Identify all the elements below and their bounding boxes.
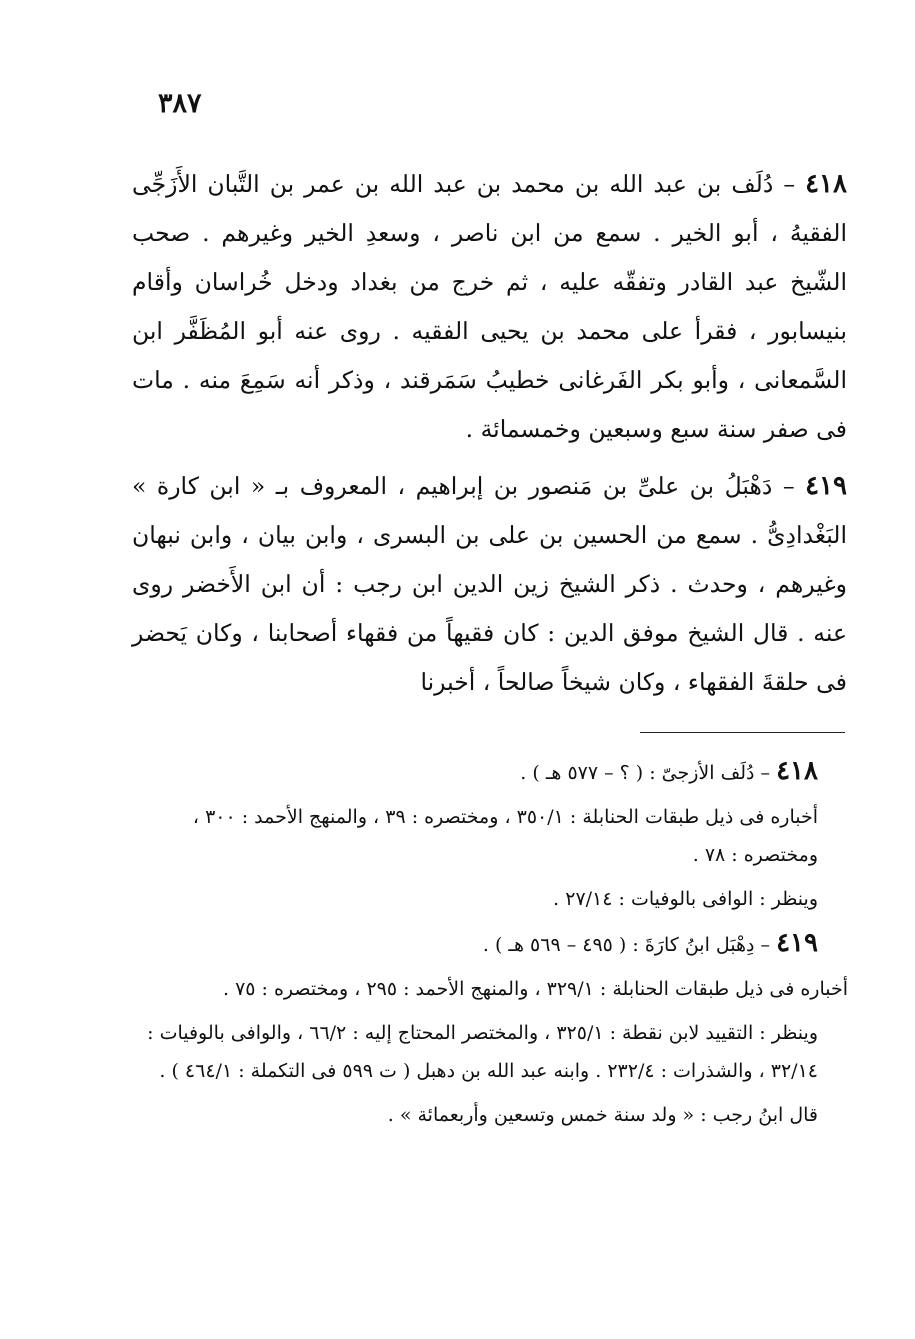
footnote-text: وينظر : الوافى بالوفيات : ٢٧/١٤ . — [553, 888, 818, 910]
footnote-line — [138, 880, 848, 918]
footnote-text: أخباره فى ذيل طبقات الحنابلة : ٣٥٠/١ ، ومختصره : ٣٩ ، والمنهج الأحمد : ٣٠٠ ، ومختصره : ٧٨ . — [192, 806, 818, 866]
footnote-line — [138, 924, 848, 964]
footnote-line — [138, 798, 848, 874]
footnote-text: أخباره فى ذيل طبقات الحنابلة : ٣٢٩/١ ، والمنهج الأحمد : ٢٩٥ ، ومختصره : ٧٥ . — [222, 978, 848, 1000]
footnote-text: قال ابنُ رجب : « ولد سنة خمس وتسعين وأربعمائة » . — [387, 1104, 818, 1126]
footnote-line — [138, 752, 848, 792]
entry-text: – دُلَف بن عبد الله بن محمد بن عبد الله بن عمر بن التَّبان الأَزَجِّى الفقيهُ ، أبو الخير . سمع من ابن ناصر ، وسعدِ الخير وغيرهم . صحب الشّيخ عبد القادر وتفقّه عليه ، ثم خرج من بغداد ودخل خُراسان وأقام بنيسابور ، فقرأ على محمد بن يحيى الفقيه . روى عنه أبو المُظَفَّر ابن السَّمعانى ، وأبو بكر الفَرغانى خطيبُ سَمَرقند ، وذكر أنه سَمِعَ منه . مات فى صفر سنة سبع وسبعين وخمسمائة . — [132, 170, 847, 443]
main-text — [132, 160, 847, 715]
footnote-line — [138, 1014, 848, 1090]
entry-number: ٤١٩ — [805, 471, 847, 501]
footnote-text: وينظر : التقييد لابن نقطة : ٣٢٥/١ ، والمختصر المحتاج إليه : ٦٦/٢ ، والوافى بالوفيات : ٣٢/١٤ ، والشذرات : ٢٣٢/٤ . وابنه عبد الله بن دهبل ( ت ٥٩٩ فى التكملة : ٤٦٤/١ ) . — [147, 1022, 818, 1082]
footnote-number: ٤١٨ — [776, 756, 818, 786]
footnote-divider — [640, 732, 845, 733]
footnotes — [138, 752, 848, 1140]
entry-number: ٤١٨ — [805, 169, 847, 199]
footnote-line — [138, 1096, 848, 1134]
footnote-line — [138, 970, 848, 1008]
biography-entry — [132, 160, 847, 454]
page-number: ٣٨٧ — [158, 88, 202, 119]
footnote-text: – دِهْبَل ابنُ كارَةَ : ( ٤٩٥ – ٥٦٩ هـ ) . — [482, 934, 777, 956]
entry-text: – دَهْبَلُ بن علىِّ بن مَنصور بن إبراهيم ، المعروف بـ « ابن كارة » البَغْدادِىُّ . سمع من الحسين بن على بن البسرى ، وابن بيان ، وابن نبهان وغيرهم ، وحدث . ذكر الشيخ زين الدين ابن رجب : أن ابن الأَخضر روى عنه . قال الشيخ موفق الدين : كان فقيهاً من فقهاء أصحابنا ، وكان يَحضر فى حلقةَ الفقهاء ، وكان شيخاً صالحاً ، أخبرنا — [132, 472, 847, 696]
footnote-number: ٤١٩ — [776, 928, 818, 958]
footnote-text: – دُلَف الأزجىّ : ( ؟ – ٥٧٧ هـ ) . — [520, 762, 777, 784]
biography-entry — [132, 462, 847, 707]
